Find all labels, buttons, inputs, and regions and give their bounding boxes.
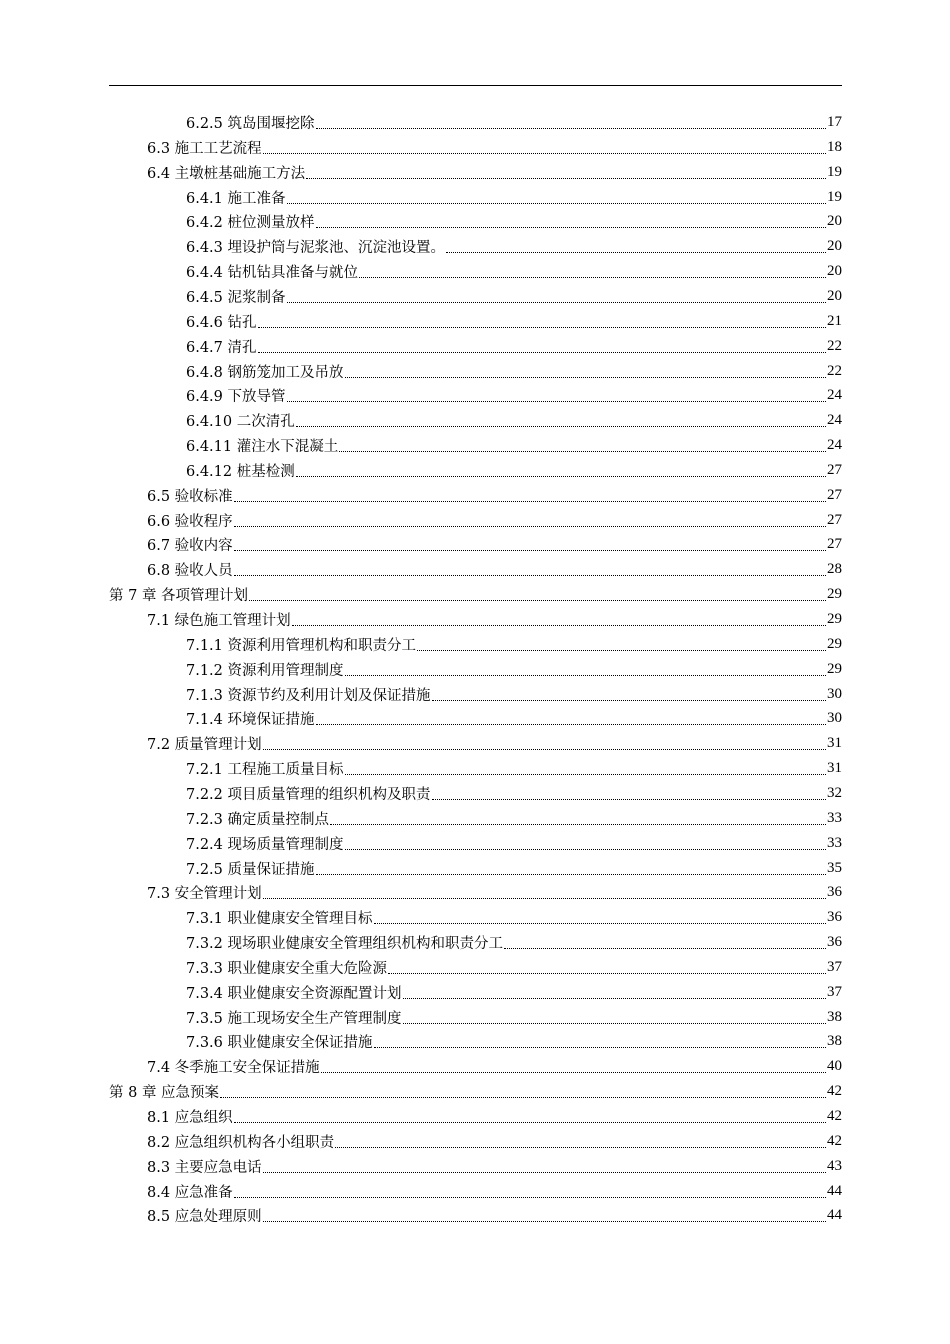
toc-dot-leader [296,475,826,477]
toc-entry-page-number: 35 [827,859,842,876]
toc-dot-leader [335,1146,826,1148]
toc-entry[interactable] [186,955,842,980]
toc-entry[interactable] [186,980,842,1005]
toc-entry[interactable] [186,458,842,483]
toc-dot-leader [234,500,826,502]
toc-entry-page-number: 29 [827,611,842,627]
toc-entry[interactable] [186,1005,842,1030]
toc-entry-title: 6.7 验收内容 [147,538,233,555]
toc-entry-title: 6.4.4 钻机钻具准备与就位 [186,265,359,282]
toc-entry-page-number: 42 [827,1108,842,1124]
toc-dot-leader [234,1196,826,1198]
toc-dot-leader [296,425,826,427]
toc-entry-page-number: 24 [827,437,842,454]
toc-entry-page-number: 29 [827,635,842,652]
toc-entry-title: 6.4.3 埋设护筒与泥浆池、沉淀池设置。 [186,240,446,257]
toc-dot-leader [287,301,826,303]
toc-entry-page-number: 40 [827,1058,842,1075]
toc-dot-leader [306,177,826,179]
toc-dot-leader [316,723,826,725]
toc-entry-page-number: 20 [827,263,842,280]
toc-entry-page-number: 29 [827,586,842,603]
toc-dot-leader [345,773,826,775]
toc-entry-title: 第 7 章 各项管理计划 [109,588,249,605]
toc-dot-leader [234,525,826,527]
toc-dot-leader [258,351,826,353]
toc-dot-leader [316,127,826,129]
toc-entry[interactable] [186,781,842,806]
toc-entry-title: 7.2.5 质量保证措施 [186,861,315,878]
toc-entry-page-number: 36 [827,934,842,951]
toc-entry-title: 6.8 验收人员 [147,563,233,580]
toc-dot-leader [330,823,826,825]
toc-entry-page-number: 37 [827,983,842,1000]
toc-dot-leader [316,873,826,875]
toc-entry[interactable] [186,930,842,955]
toc-entry-page-number: 36 [827,884,842,901]
toc-dot-leader [258,326,826,328]
toc-entry[interactable] [186,632,842,657]
toc-dot-leader [339,450,826,452]
toc-entry-page-number: 22 [827,362,842,379]
toc-dot-leader [417,649,826,651]
toc-entry-page-number: 29 [827,660,842,677]
toc-entry-title: 8.1 应急组织 [147,1110,233,1126]
toc-dot-leader [287,400,826,402]
toc-entry-title: 6.3 施工工艺流程 [147,140,262,157]
toc-entry-title: 6.4.1 施工准备 [186,190,286,207]
toc-dot-leader [287,202,826,204]
toc-entry-page-number: 28 [827,561,842,578]
toc-entry[interactable] [147,532,842,557]
toc-entry-title: 7.1.4 环境保证措施 [186,712,315,729]
toc-entry-title: 7.3.4 职业健康安全资源配置计划 [186,985,402,1002]
toc-entry[interactable] [186,682,842,707]
toc-entry-title: 6.6 验收程序 [147,513,233,530]
toc-entry-title: 8.2 应急组织机构各小组职责 [147,1134,335,1151]
toc-entry-title: 7.2.4 现场质量管理制度 [186,836,344,853]
toc-entry-page-number: 21 [827,312,842,329]
toc-dot-leader [316,226,826,228]
toc-entry-page-number: 31 [827,735,842,752]
toc-entry-page-number: 44 [827,1182,842,1199]
toc-entry-page-number: 20 [827,287,842,304]
toc-entry[interactable] [109,1079,842,1104]
toc-dot-leader [249,599,826,601]
toc-dot-leader [504,947,826,949]
toc-dot-leader [263,897,826,899]
toc-dot-leader [345,848,826,850]
toc-entry[interactable] [186,756,842,781]
toc-entry-page-number: 24 [827,387,842,404]
toc-entry-page-number: 42 [827,1083,842,1100]
toc-dot-leader [345,376,826,378]
toc-entry-page-number: 27 [827,511,842,528]
toc-dot-leader [388,972,826,974]
toc-entry-page-number: 43 [827,1157,842,1174]
toc-entry-title: 6.4.6 钻孔 [186,314,257,331]
toc-entry-title: 7.2 质量管理计划 [147,737,262,754]
toc-entry[interactable] [147,1203,842,1228]
toc-dot-leader [446,251,826,253]
toc-entry-title: 8.5 应急处理原则 [147,1209,262,1226]
toc-entry-title: 6.5 验收标准 [147,488,233,505]
toc-entry[interactable] [186,309,842,334]
toc-entry-page-number: 19 [827,188,842,205]
toc-dot-leader [220,1096,826,1098]
toc-entry-page-number: 17 [827,114,842,130]
toc-dot-leader [292,624,826,626]
toc-entry-page-number: 33 [827,834,842,851]
toc-entry-title: 7.1.1 资源利用管理机构和职责分工 [186,637,417,654]
toc-entry[interactable] [147,731,842,756]
toc-dot-leader [234,1121,826,1123]
toc-entry-page-number: 20 [827,238,842,255]
toc-entry-page-number: 31 [827,760,842,777]
toc-dot-leader [263,1220,826,1222]
toc-dot-leader [403,997,826,999]
toc-entry[interactable] [147,508,842,533]
toc-entry[interactable] [147,1129,842,1154]
toc-dot-leader [263,1171,826,1173]
toc-entry[interactable] [186,856,842,881]
toc-dot-leader [403,1022,826,1024]
toc-entry-title: 7.3.6 职业健康安全保证措施 [186,1035,373,1052]
toc-entry[interactable] [186,408,842,433]
toc-entry-title: 6.4.10 二次清孔 [186,414,295,431]
toc-entry-title: 7.3.1 职业健康安全管理目标 [186,911,373,928]
toc-entry-page-number: 18 [827,138,842,155]
toc-entry[interactable] [147,1179,842,1204]
toc-dot-leader [359,276,826,278]
toc-entry-title: 6.4.11 灌注水下混凝土 [186,439,339,456]
toc-entry-title: 8.3 主要应急电话 [147,1159,262,1176]
toc-entry-page-number: 24 [827,412,842,429]
toc-entry[interactable] [186,334,842,359]
toc-entry-title: 6.4.12 桩基检测 [186,463,295,480]
toc-entry-title: 第 8 章 应急预案 [109,1085,220,1102]
toc-dot-leader [345,674,826,676]
toc-entry-title: 7.2.1 工程施工质量目标 [186,762,344,779]
toc-dot-leader [432,798,826,800]
toc-entry-page-number: 27 [827,536,842,553]
toc-entry-title: 6.4.2 桩位测量放样 [186,215,315,232]
toc-entry[interactable] [186,359,842,384]
toc-entry-page-number: 38 [827,1033,842,1050]
header-rule [109,85,842,86]
toc-dot-leader [263,152,826,154]
toc-entry[interactable] [147,880,842,905]
toc-entry[interactable] [186,185,842,210]
toc-entry-page-number: 38 [827,1008,842,1025]
toc-entry[interactable] [147,557,842,582]
toc-entry[interactable] [186,657,842,682]
toc-entry-title: 7.3.3 职业健康安全重大危险源 [186,960,388,977]
toc-entry-title: 6.4.8 钢筋笼加工及吊放 [186,364,344,381]
toc-entry-title: 7.3.2 现场职业健康安全管理组织机构和职责分工 [186,936,504,953]
toc-entry[interactable] [186,259,842,284]
toc-entry-page-number: 27 [827,461,842,478]
toc-entry-page-number: 27 [827,486,842,503]
toc-dot-leader [234,574,826,576]
toc-entry[interactable] [186,383,842,408]
toc-entry-title: 8.4 应急准备 [147,1184,233,1201]
toc-entry-title: 7.2.2 项目质量管理的组织机构及职责 [186,786,431,803]
toc-entry-page-number: 32 [827,784,842,801]
toc-entry-page-number: 20 [827,213,842,230]
toc-dot-leader [432,699,826,701]
toc-entry[interactable] [109,582,842,607]
toc-entry-page-number: 33 [827,809,842,826]
toc-entry-page-number: 22 [827,337,842,354]
toc-entry-title: 7.3.5 施工现场安全生产管理制度 [186,1010,402,1027]
toc-entry-title: 6.4.9 下放导管 [186,389,286,406]
toc-entry[interactable] [186,831,842,856]
toc-entry-page-number: 44 [827,1207,842,1224]
toc-entry[interactable] [147,160,842,185]
toc-dot-leader [321,1071,826,1073]
toc-entry-page-number: 36 [827,909,842,926]
toc-dot-leader [374,1046,826,1048]
toc-entry-title: 7.1.2 资源利用管理制度 [186,662,344,679]
toc-entry[interactable] [147,483,842,508]
toc-dot-leader [234,549,826,551]
toc-entry[interactable] [147,1154,842,1179]
toc-entry[interactable] [186,706,842,731]
toc-entry-page-number: 19 [827,163,842,180]
toc-entry-title: 7.1.3 资源节约及利用计划及保证措施 [186,687,431,704]
toc-entry-title: 7.2.3 确定质量控制点 [186,811,330,828]
toc-entry[interactable] [186,284,842,309]
toc-entry-title: 6.2.5 筑岛围堰挖除 [186,116,315,132]
toc-entry-page-number: 30 [827,685,842,702]
toc-entry-title: 6.4 主墩桩基础施工方法 [147,165,306,182]
toc-entry-title: 7.4 冬季施工安全保证措施 [147,1060,320,1077]
toc-entry-title: 7.1 绿色施工管理计划 [147,613,291,629]
toc-dot-leader [374,922,826,924]
toc-entry[interactable] [186,234,842,259]
toc-entry-page-number: 42 [827,1132,842,1149]
toc-entry-title: 6.4.7 清孔 [186,339,257,356]
toc-entry[interactable] [186,209,842,234]
toc-entry[interactable] [147,135,842,160]
toc-entry[interactable] [147,1054,842,1079]
toc-entry[interactable] [186,905,842,930]
toc-entry[interactable] [147,607,842,632]
toc-entry[interactable] [186,1029,842,1054]
toc-entry[interactable] [147,1104,842,1129]
toc-entry-page-number: 37 [827,958,842,975]
toc-entry-page-number: 30 [827,710,842,727]
toc-entry-title: 7.3 安全管理计划 [147,886,262,903]
toc-entry-title: 6.4.5 泥浆制备 [186,289,286,306]
toc-dot-leader [263,748,826,750]
toc-entry[interactable] [186,433,842,458]
toc-entry[interactable] [186,806,842,831]
toc-entry[interactable] [186,110,842,135]
